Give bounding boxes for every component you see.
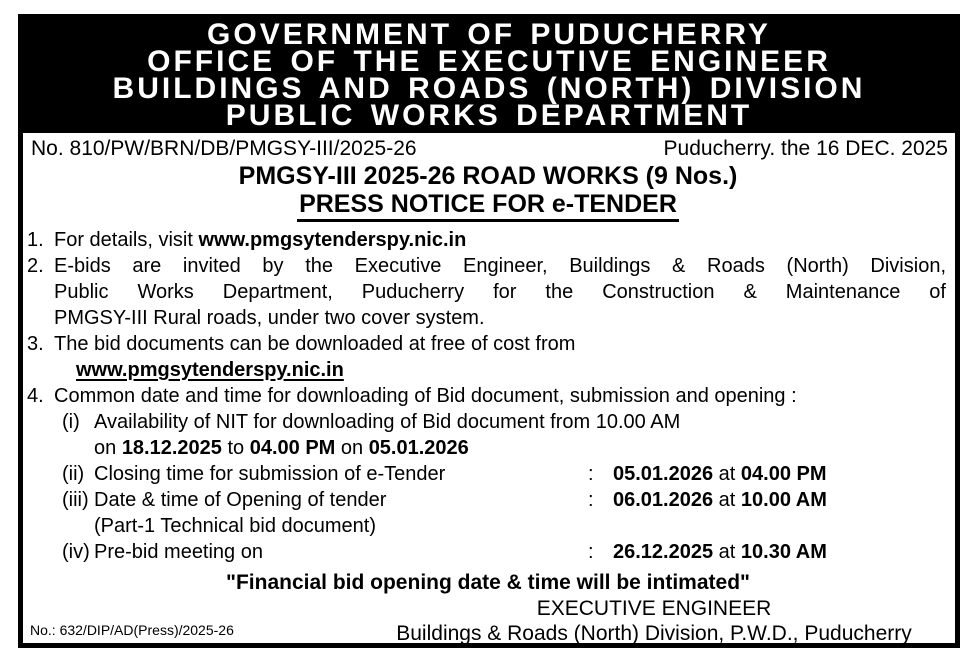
sub-item-iii-number: (iii) <box>62 489 89 511</box>
text-segment: 04.00 PM <box>249 437 336 459</box>
list-item-2-text <box>54 253 950 331</box>
list-item-2-number: 2. <box>27 255 44 277</box>
masthead <box>23 19 955 133</box>
sub-item-iii-row <box>94 487 946 513</box>
list-item-2 <box>26 253 950 331</box>
sub-item-iv <box>62 539 946 565</box>
list-item-3-number: 3. <box>27 333 44 355</box>
list-item-3-line-1: The bid documents can be downloaded at free of cost from <box>54 333 576 355</box>
list-item-2-line-1: E-bids are invited by the Executive Engineer, Buildings & Roads (North) Division, <box>54 255 946 277</box>
tender-website-url <box>76 357 946 383</box>
press-reference-number: No.: 632/DIP/AD(Press)/2025-26 <box>30 622 234 638</box>
sub-item-ii-label: Closing time for submission of e-Tender <box>94 463 446 485</box>
text-segment: at <box>713 463 741 485</box>
list-item-4-text <box>54 383 950 565</box>
text-segment: For details, visit <box>54 229 199 251</box>
opening-date-time <box>613 487 946 513</box>
sub-item-iii-note: (Part-1 Technical bid document) <box>94 515 376 537</box>
notice-subtitle-wrap <box>26 191 950 222</box>
masthead-line-office: OFFICE OF THE EXECUTIVE ENGINEER <box>147 45 831 78</box>
signatory-organisation: Buildings & Roads (North) Division, P.W.D., Puducherry <box>396 622 912 645</box>
sub-item-ii-colon: : <box>588 463 594 485</box>
signature-block <box>360 596 948 646</box>
notice-subtitle: PRESS NOTICE FOR e-TENDER <box>297 191 679 222</box>
text-segment: at <box>713 541 741 563</box>
text-segment: 06.01.2026 <box>613 489 714 511</box>
sub-item-iv-text <box>94 539 946 565</box>
sub-item-ii-text <box>94 461 946 487</box>
text-segment: on <box>335 437 369 459</box>
text-segment: 18.12.2025 <box>121 437 222 459</box>
place-and-date: Puducherry. the 16 DEC. 2025 <box>663 137 948 160</box>
notice-title: PMGSY-III 2025-26 ROAD WORKS (9 Nos.) <box>238 162 738 190</box>
financial-bid-notice: "Financial bid opening date & time will be intimated" <box>226 571 750 594</box>
text-segment: www.pmgsytenderspy.nic.in <box>198 229 467 251</box>
masthead-line-government: GOVERNMENT OF PUDUCHERRY <box>207 18 771 51</box>
list-item-2-line-3: PMGSY-III Rural roads, under two cover system. <box>54 307 485 329</box>
sub-item-iv-number: (iv) <box>62 541 90 563</box>
text-segment: www.pmgsytenderspy.nic.in <box>76 359 344 381</box>
text-segment: 04.00 PM <box>740 463 827 485</box>
list-item-1-text <box>54 227 950 253</box>
list-item-2-line-2: Public Works Department, Puducherry for the Construction & Maintenance of <box>54 281 946 303</box>
prebid-date-time <box>613 539 946 565</box>
text-segment: at <box>713 489 741 511</box>
list-item-3 <box>26 331 950 383</box>
sub-item-ii-row <box>94 461 946 487</box>
text-segment: 05.01.2026 <box>613 463 714 485</box>
sub-item-iv-label: Pre-bid meeting on <box>94 541 263 563</box>
signatory-title: EXECUTIVE ENGINEER <box>536 597 772 620</box>
text-segment: to <box>221 437 250 459</box>
list-item-3-text <box>54 331 950 383</box>
sub-item-ii <box>62 461 946 487</box>
text-segment: on <box>94 437 122 459</box>
sub-item-i-number: (i) <box>62 411 80 433</box>
notice-body <box>23 133 955 646</box>
text-segment: 10.30 AM <box>740 541 827 563</box>
sub-item-iv-row <box>94 539 946 565</box>
sub-item-i <box>62 409 946 461</box>
sub-item-i-line-1: Availability of NIT for downloading of Bid document from 10.00 AM <box>94 411 681 433</box>
text-segment: 26.12.2025 <box>613 541 714 563</box>
closing-date-time <box>613 461 946 487</box>
sub-item-iii-text <box>94 487 946 539</box>
reference-row <box>26 134 950 162</box>
sub-item-i-text <box>94 409 946 461</box>
list-item-4-number: 4. <box>27 385 44 407</box>
sub-item-iii-label: Date & time of Opening of tender <box>94 489 387 511</box>
sub-item-ii-number: (ii) <box>62 463 85 485</box>
sub-item-iv-colon: : <box>588 541 594 563</box>
reference-number: No. 810/PW/BRN/DB/PMGSY-III/2025-26 <box>31 137 417 160</box>
list-item-4 <box>26 383 950 565</box>
sub-item-iii-colon: : <box>588 489 594 511</box>
text-segment: 10.00 AM <box>740 489 827 511</box>
text-segment: 05.01.2026 <box>368 437 469 459</box>
masthead-line-division: BUILDINGS AND ROADS (NORTH) DIVISION <box>112 72 866 105</box>
list-item-1 <box>26 227 950 253</box>
tender-notice-document <box>18 14 960 648</box>
sub-item-iii <box>62 487 946 539</box>
masthead-line-department: PUBLIC WORKS DEPARTMENT <box>225 99 753 132</box>
list-item-1-number: 1. <box>27 229 44 251</box>
sub-item-i-line-2 <box>94 435 946 461</box>
list-item-4-heading: Common date and time for downloading of Bid document, submission and opening : <box>54 385 797 407</box>
